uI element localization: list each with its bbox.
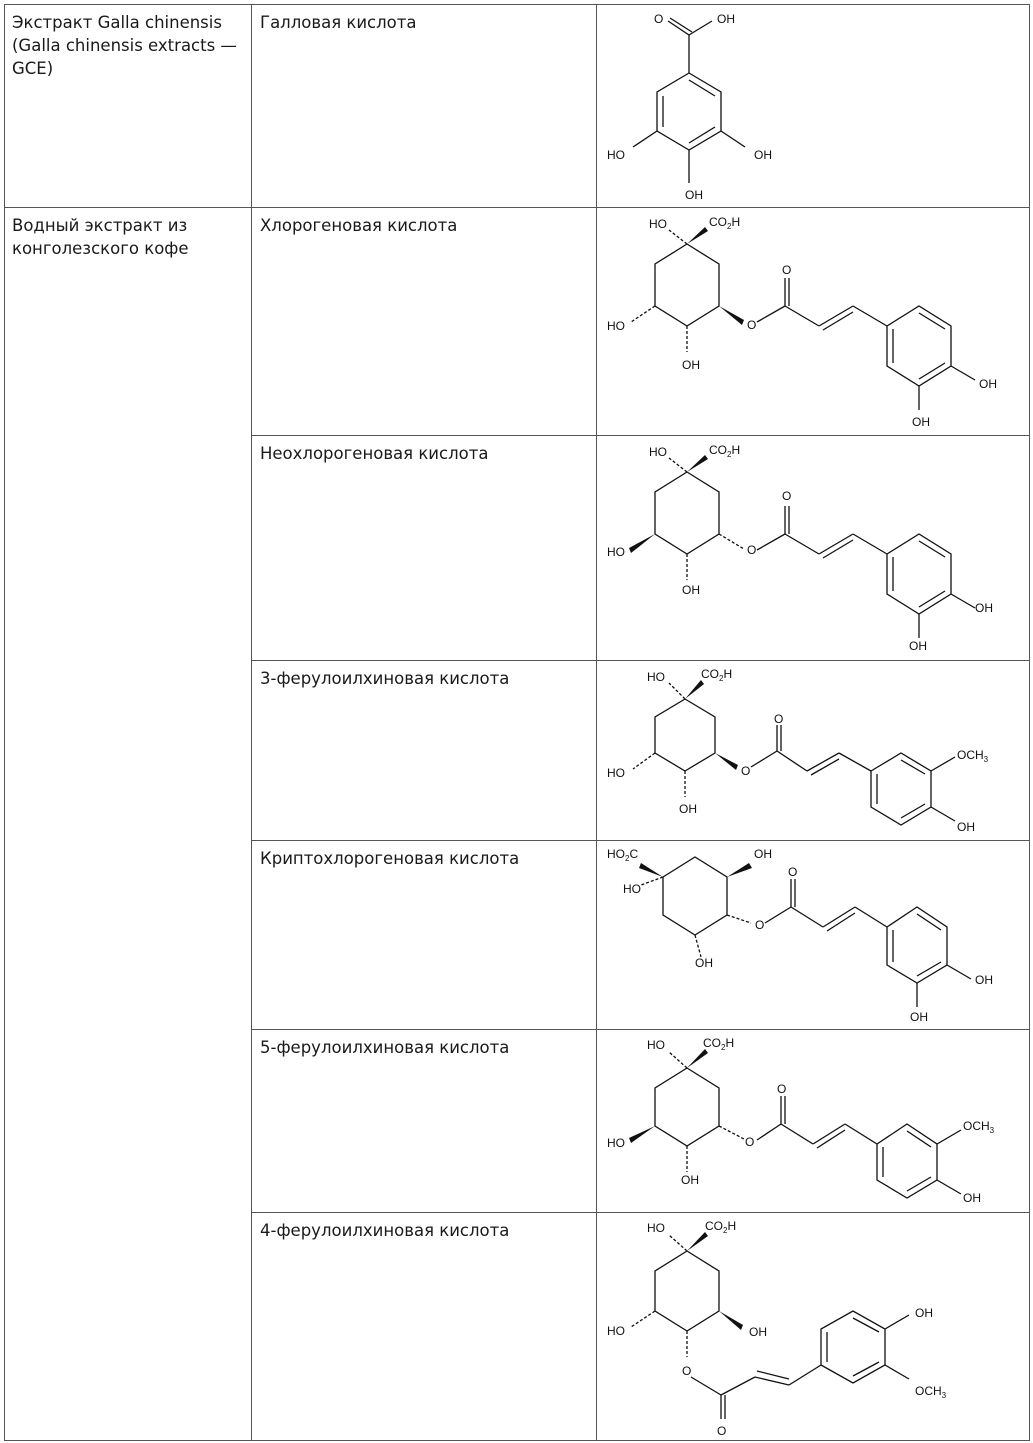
compound-gallic-acid: Галловая кислота xyxy=(260,13,417,32)
oh-right-label: OH xyxy=(749,1325,767,1339)
carbonyl-o-label: O xyxy=(777,1082,787,1096)
ho-left-label: HO xyxy=(607,545,625,559)
oh-right-label: OH xyxy=(975,601,993,615)
compound-4-feruloylquinic-acid: 4-ферулоилхиновая кислота xyxy=(260,1221,510,1240)
carbonyl-o-label: O xyxy=(782,263,792,277)
carbonyl-o-label: O xyxy=(717,1424,727,1438)
structure-5-feruloylquinic-acid xyxy=(597,1030,1029,1212)
co2h-label: $CO_2H$ xyxy=(703,1036,735,1052)
och3-label: $OCH_3$ xyxy=(963,1119,995,1135)
acid-oh-label: OH xyxy=(717,12,735,26)
bonds xyxy=(633,18,745,183)
oh-right-label: OH xyxy=(754,148,772,162)
ester-o-label: O xyxy=(745,1135,755,1149)
grid-line xyxy=(251,4,252,1441)
ho-left-label: HO xyxy=(607,148,625,162)
co2h-label: $CO_2H$ xyxy=(701,667,733,683)
oh-ring-label: OH xyxy=(910,1010,928,1024)
oh-right-label: OH xyxy=(979,377,997,391)
oh-bottom-label: OH xyxy=(685,188,703,202)
ho-left-label: HO xyxy=(607,319,625,333)
compound-5-feruloylquinic-acid: 5-ферулоилхиновая кислота xyxy=(260,1038,510,1057)
och3-label: $OCH_3$ xyxy=(957,748,989,764)
structure-gallic-acid xyxy=(597,5,1029,207)
carbonyl-o-label: O xyxy=(782,489,792,503)
och3-label: $OCH_3$ xyxy=(915,1384,947,1400)
oh-bottom-label: OH xyxy=(681,1173,699,1187)
extract-gce: Экстракт Galla chinensis (Galla chinensis extracts — GCE) xyxy=(12,13,237,78)
carbonyl-o-label: O xyxy=(654,12,664,26)
oh-ring-label: OH xyxy=(912,415,930,429)
ho-left-label: HO xyxy=(607,1136,625,1150)
carbonyl-o-label: O xyxy=(774,712,784,726)
ester-o-label: O xyxy=(747,318,757,332)
structure-neochlorogenic-acid xyxy=(597,436,1029,660)
ho-left-label: HO xyxy=(607,766,625,780)
oh-bottom-label: OH xyxy=(682,583,700,597)
bonds xyxy=(631,1232,909,1419)
compound-neochlorogenic-acid: Неохлорогеновая кислота xyxy=(260,444,489,463)
ho-left-label: HO xyxy=(607,1324,625,1338)
oh-bottom-label: OH xyxy=(679,802,697,816)
structure-3-feruloylquinic-acid xyxy=(597,661,1029,840)
oh-bottom-label: OH xyxy=(682,358,700,372)
structure-chlorogenic-acid xyxy=(597,208,1029,435)
bonds xyxy=(639,857,971,1007)
ho-top-label: HO xyxy=(649,217,667,231)
ho2c-label: $HO_2C$ xyxy=(607,847,639,863)
oh-ring-label: OH xyxy=(963,1191,981,1205)
oh-ring-label: OH xyxy=(957,820,975,834)
oh-right-label: OH xyxy=(975,973,993,987)
ester-o-label: O xyxy=(755,918,765,932)
grid-line xyxy=(1029,4,1030,1441)
structure-cryptochlorogenic-acid xyxy=(597,841,1029,1029)
grid-line xyxy=(4,4,5,1441)
ester-o-label: O xyxy=(682,1364,692,1378)
compound-3-feruloylquinic-acid: 3-ферулоилхиновая кислота xyxy=(260,669,510,688)
ho-top-label: HO xyxy=(647,1038,665,1052)
bonds xyxy=(629,1049,961,1198)
oh-topright-label: OH xyxy=(754,847,772,861)
ester-o-label: O xyxy=(741,764,751,778)
co2h-label: $CO_2H$ xyxy=(705,1219,737,1235)
oh-ring-label: OH xyxy=(915,1306,933,1320)
compound-cryptochlorogenic-acid: Криптохлорогеновая кислота xyxy=(260,849,520,868)
compound-chlorogenic-acid: Хлорогеновая кислота xyxy=(260,216,458,235)
structure-4-feruloylquinic-acid xyxy=(597,1213,1029,1440)
ho-top-label: HO xyxy=(647,1221,665,1235)
ho-top-label: HO xyxy=(649,445,667,459)
oh-bottom-label: OH xyxy=(695,956,713,970)
bonds xyxy=(629,455,975,638)
ho-top-label: HO xyxy=(647,670,665,684)
bonds xyxy=(631,227,975,410)
oh-ring-label: OH xyxy=(909,639,927,653)
carbonyl-o-label: O xyxy=(788,865,798,879)
co2h-label: $CO_2H$ xyxy=(709,215,741,231)
ester-o-label: O xyxy=(747,543,757,557)
grid-line xyxy=(4,1440,1030,1441)
extract-congolese-coffee: Водный экстракт из конголезского кофе xyxy=(12,216,189,258)
ho-left-label: HO xyxy=(623,882,641,896)
co2h-label: $CO_2H$ xyxy=(709,443,741,459)
